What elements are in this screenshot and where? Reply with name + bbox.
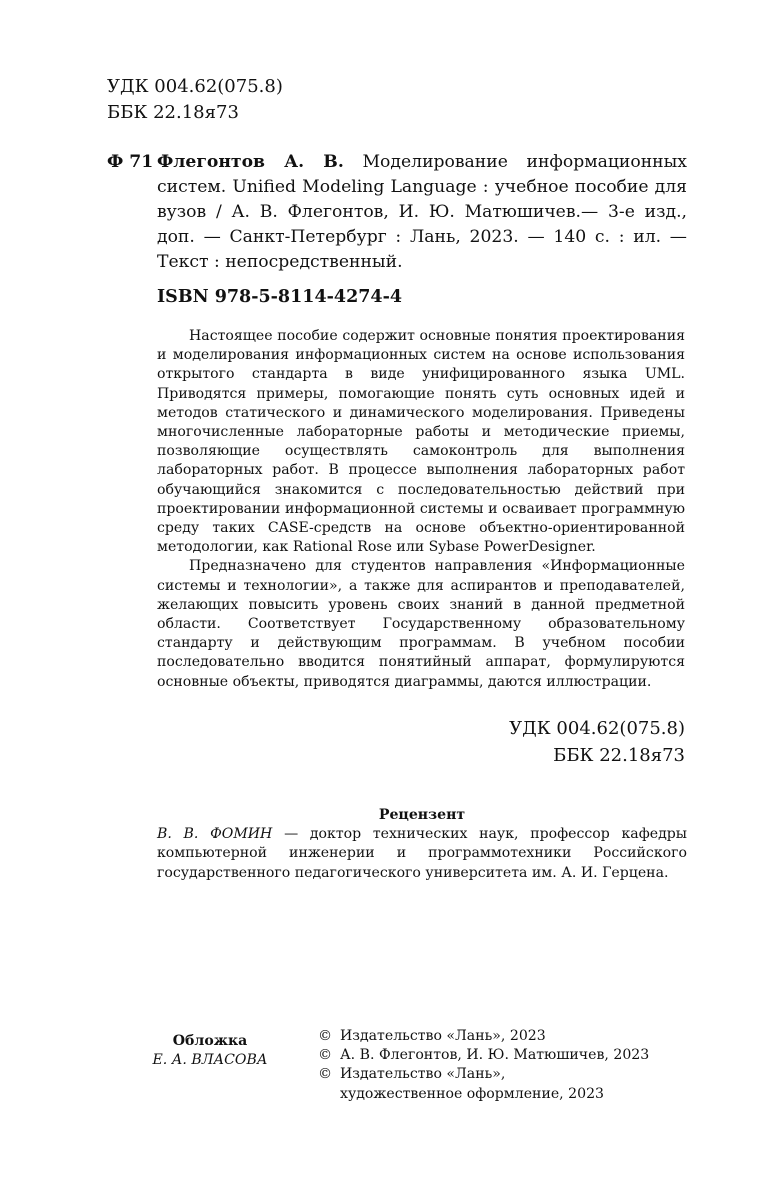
reviewer-text: — доктор технических наук, профессор кафедры компьютерной инженерии и программотехники Российского государственного педагогического университета им. А. И. Герцена. bbox=[157, 826, 687, 881]
isbn: ISBN 978-5-8114-4274-4 bbox=[157, 287, 403, 307]
copyright-line bbox=[318, 1046, 649, 1065]
udk-code-repeat: УДК 004.62(075.8) bbox=[509, 718, 685, 739]
copyright-icon: © bbox=[318, 1066, 333, 1083]
copyright-icon: © bbox=[318, 1028, 333, 1044]
abstract-paragraph-1: Настоящее пособие содержит основные понятия проектирования и моделирования информационных систем на основе использования открытого стандарта в виде унифицированного языка UML. Приводятся примеры, помогающие понять суть основных идей и методов статического и динамического моделирования. Приведены многочисленные лабораторные работы и методические приемы, позволяющие осуществлять самоконтроль для выполнения лабораторных работ. В процессе выполнения лабораторных работ обучающийся знакомится с последовательностью действий при проектировании информационной системы и осваивает программную среду таких CASE-средств на основе объектно-ориентированной методологии, как Rational Rose или Sybase PowerDesigner. bbox=[157, 328, 685, 556]
copyright-line bbox=[318, 1065, 649, 1084]
copyright-notices bbox=[318, 1027, 649, 1104]
abstract bbox=[157, 327, 685, 692]
cover-designer: Е. А. ВЛАСОВА bbox=[152, 1052, 268, 1069]
copyright-icon: © bbox=[318, 1047, 333, 1064]
copyright-text: Издательство «Лань», bbox=[340, 1066, 506, 1083]
reviewer-block bbox=[157, 806, 687, 883]
catalog-entry bbox=[107, 150, 687, 275]
description-text: Моделирование информационных систем. Unified Modeling Language : учебное пособие для вузов / А. В. Флегонтов, И. Ю. Матюшичев.— 3-е изд., доп. — Санкт-Петербург : Лань, 2023. — 140 с. : ил. — Текст : непосредственный. bbox=[157, 152, 687, 272]
abstract-paragraph-2: Предназначено для студентов направления «Информационные системы и технологии», а также для аспирантов и преподавателей, желающих повысить уровень своих знаний в данной предметной области. Соответствует Государственному образовательному стандарту и действующим программам. В учебном пособии последовательно вводится понятийный аппарат, формулируются основные объекты, приводятся диаграммы, даются иллюстрации. bbox=[157, 558, 685, 690]
classification-top bbox=[107, 74, 283, 126]
reviewer-heading: Рецензент bbox=[378, 807, 466, 823]
copyright-line bbox=[318, 1027, 649, 1046]
classification-bottom bbox=[509, 715, 685, 769]
author-name: Флегонтов А. В. bbox=[157, 152, 344, 172]
bibliographic-description bbox=[157, 150, 687, 275]
udk-code: УДК 004.62(075.8) bbox=[107, 76, 283, 97]
reviewer-name: В. В. ФОМИН bbox=[157, 826, 273, 843]
cover-label: Обложка bbox=[172, 1033, 248, 1049]
author-mark: Ф 71 bbox=[107, 152, 154, 172]
bbk-code-repeat: ББК 22.18я73 bbox=[553, 745, 685, 766]
cover-credit bbox=[140, 1032, 280, 1070]
reviewer-description bbox=[157, 825, 687, 883]
bbk-code: ББК 22.18я73 bbox=[107, 102, 239, 123]
copyright-text: А. В. Флегонтов, И. Ю. Матюшичев, 2023 bbox=[340, 1047, 650, 1064]
copyright-text-continuation: художественное оформление, 2023 bbox=[340, 1085, 605, 1102]
copyright-text: Издательство «Лань», 2023 bbox=[340, 1028, 546, 1044]
